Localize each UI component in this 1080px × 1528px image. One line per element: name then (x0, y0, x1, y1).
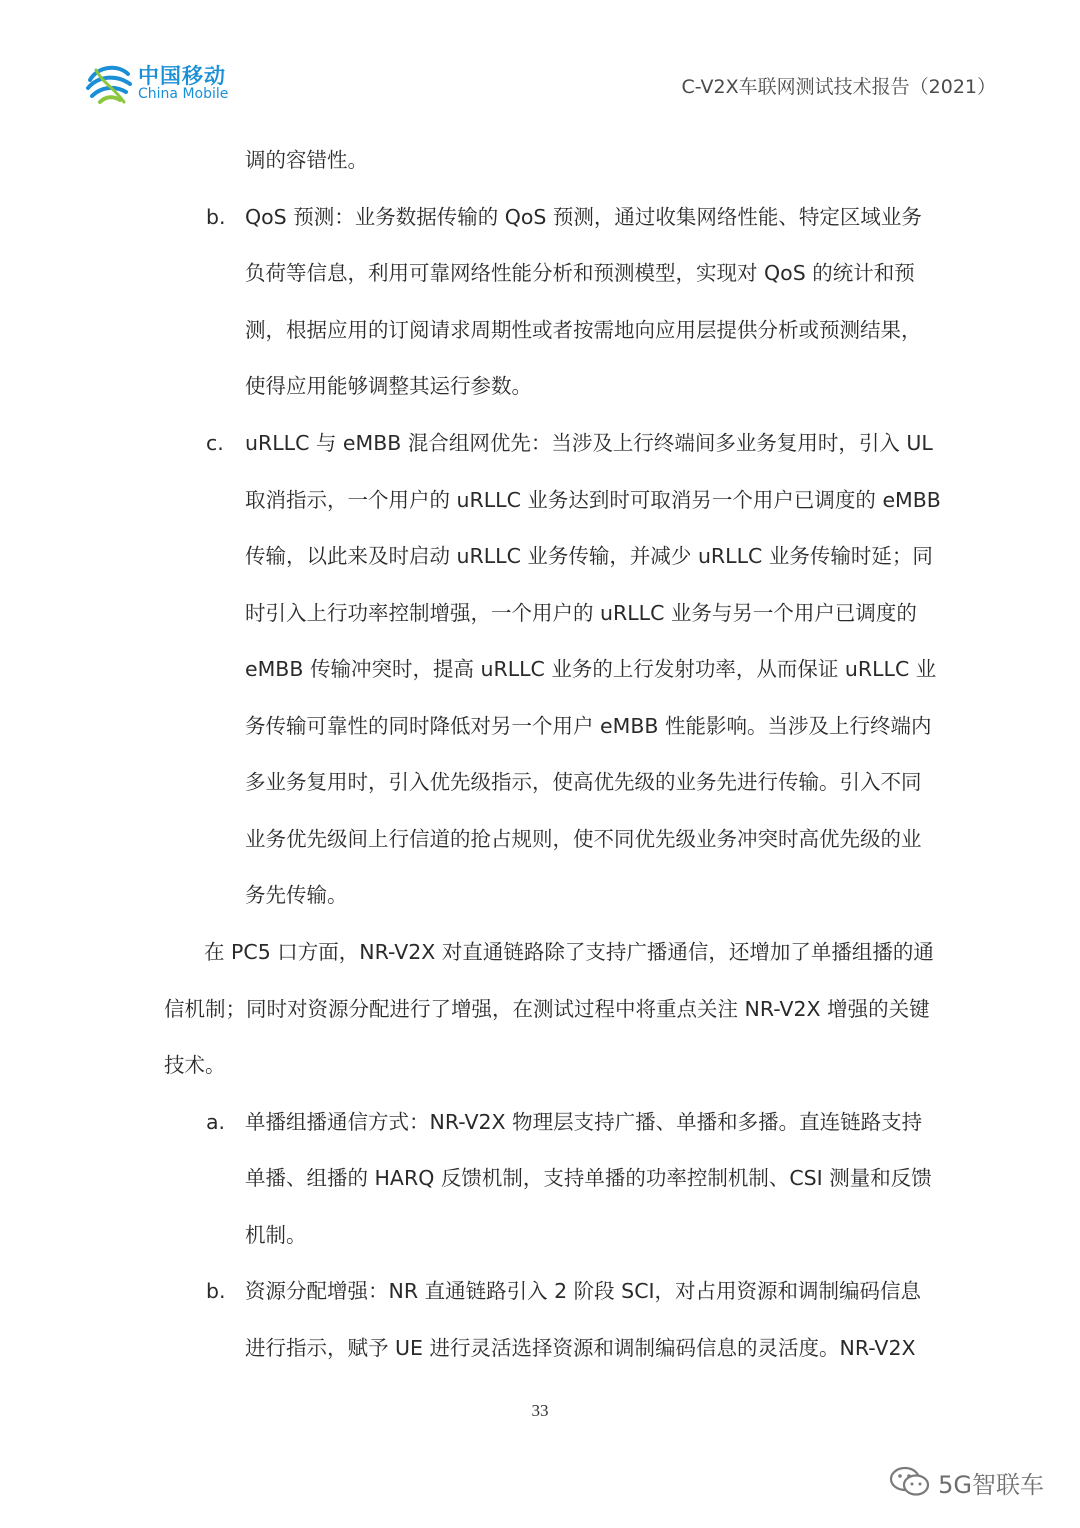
page-header (0, 0, 1080, 120)
watermark (888, 1462, 1044, 1502)
wechat-icon (888, 1464, 932, 1500)
list-marker: b. (206, 1279, 226, 1303)
china-mobile-logo-icon (84, 58, 134, 108)
body-line: 信机制；同时对资源分配进行了增强，在测试过程中将重点关注 NR-V2X 增强的关键 (164, 997, 930, 1021)
watermark-text: 5G智联车 (938, 1470, 1044, 1499)
body-line: 务传输可靠性的同时降低对另一个用户 eMBB 性能影响。当涉及上行终端内 (245, 714, 932, 738)
body-line: 测，根据应用的订阅请求周期性或者按需地向应用层提供分析或预测结果， (245, 318, 922, 342)
logo-text-cn: 中国移动 (138, 64, 226, 88)
body-line: 在 PC5 口方面，NR-V2X 对直通链路除了支持广播通信，还增加了单播组播的通 (204, 940, 934, 964)
body-line: 资源分配增强：NR 直通链路引入 2 阶段 SCI，对占用资源和调制编码信息 (245, 1279, 922, 1303)
list-marker: c. (206, 431, 224, 455)
report-title: C-V2X车联网测试技术报告（2021） (681, 76, 996, 98)
body-line: 使得应用能够调整其运行参数。 (245, 374, 532, 398)
logo-text-en: China Mobile (138, 86, 229, 102)
body-line: 负荷等信息，利用可靠网络性能分析和预测模型，实现对 QoS 的统计和预 (245, 261, 915, 285)
list-marker: a. (206, 1110, 226, 1134)
body-line: 进行指示，赋予 UE 进行灵活选择资源和调制编码信息的灵活度。NR-V2X (245, 1336, 916, 1360)
body-line: 传输，以此来及时启动 uRLLC 业务传输，并减少 uRLLC 业务传输时延；同 (245, 544, 933, 568)
list-marker: b. (206, 205, 226, 229)
china-mobile-logo (84, 58, 234, 110)
body-line: 调的容错性。 (245, 148, 368, 172)
body-line: 业务优先级间上行信道的抢占规则，使不同优先级业务冲突时高优先级的业 (245, 827, 922, 851)
body-line: 机制。 (245, 1223, 307, 1247)
body-line: 多业务复用时，引入优先级指示，使高优先级的业务先进行传输。引入不同 (245, 770, 922, 794)
body-line: 时引入上行功率控制增强，一个用户的 uRLLC 业务与另一个用户已调度的 (245, 601, 917, 625)
body-line: 单播、组播的 HARQ 反馈机制，支持单播的功率控制机制、CSI 测量和反馈 (245, 1166, 932, 1190)
body-line: 单播组播通信方式：NR-V2X 物理层支持广播、单播和多播。直连链路支持 (245, 1110, 923, 1134)
body-line: uRLLC 与 eMBB 混合组网优先：当涉及上行终端间多业务复用时，引入 UL (245, 431, 933, 455)
body-line: eMBB 传输冲突时，提高 uRLLC 业务的上行发射功率，从而保证 uRLLC 业 (245, 657, 937, 681)
page-number: 33 (531, 1401, 549, 1420)
body-line: QoS 预测：业务数据传输的 QoS 预测，通过收集网络性能、特定区域业务 (245, 205, 922, 229)
body-line: 务先传输。 (245, 883, 348, 907)
body-line: 取消指示，一个用户的 uRLLC 业务达到时可取消另一个用户已调度的 eMBB (245, 488, 941, 512)
body-line: 技术。 (164, 1053, 226, 1077)
